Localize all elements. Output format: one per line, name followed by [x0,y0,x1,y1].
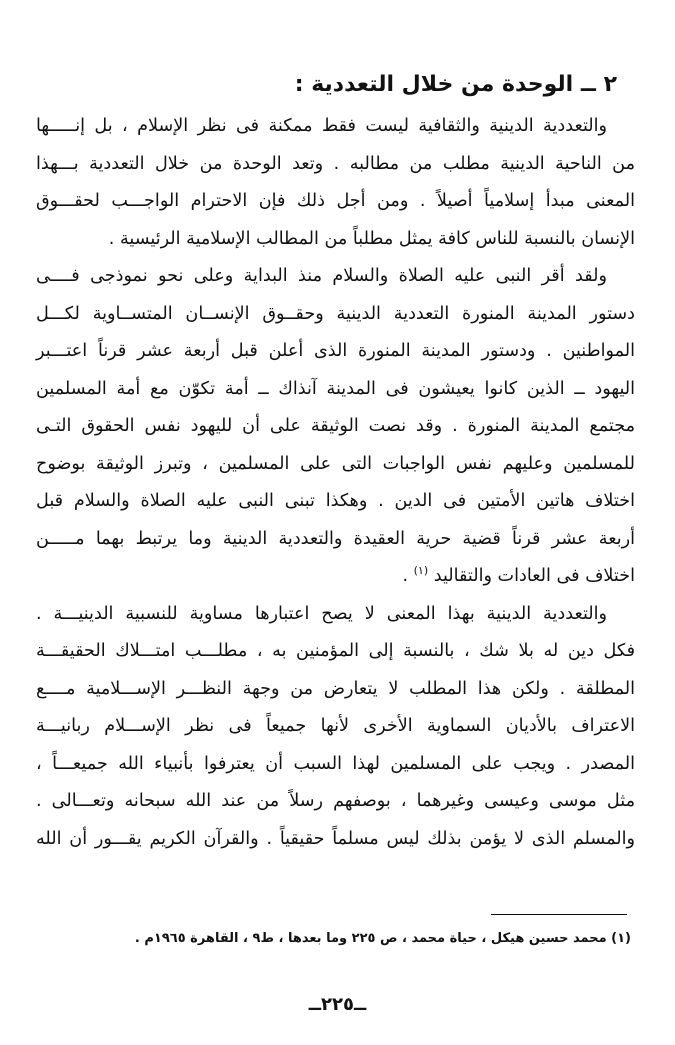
text-line: للمسلمين وعليهم نفس الواجبات التى على المسلمين ، وتبرز الوثيقة بوضوح [36,453,635,474]
section-heading: ٢ ــ الوحدة من خلال التعددية : [294,72,617,97]
text-line: المواطنين . ودستور المدينة المنورة الذى أعلن قبل أربعة عشر قرناً اعتـــبر [36,341,635,361]
text-line: الإنسان بالنسبة للناس كافة يمثل مطلباً من المطالب الإسلامية الرئيسية . [108,228,635,249]
text-line-with-footnote [36,558,635,596]
text-line: والمسلم الذى لا يؤمن بذلك ليس مسلماً حقيقياً . والقرآن الكريم يقـــور أن الله [36,828,635,849]
text-line: مثل موسى وعيسى وغيرهما ، بوصفهم رسلاً من عند الله سبحانه وتعـــالى . [36,791,635,811]
text-line: دستور المدينة المنورة التعددية الدينية وحقــوق الإنســان المتســاوية لكـــل [36,303,635,324]
text-line: والتعددية الدينية بهذا المعنى لا يصح اعتبارها مساوية للنسبية الدينيـــة . [36,603,607,624]
text-line: المطلقة . ولكن هذا المطلب لا يتعارض من وجهة النظـــر الإســـلامية مــــع [36,678,635,699]
text-line: اختلاف هاتين الأمتين فى الدين . وهكذا تبنى النبى عليه الصلاة والسلام قبل [36,491,635,511]
text-line: فكل دين له بلا شك ، بالنسبة إلى المؤمنين به ، مطلـــب امتـــلاك الحقيقـــة [36,641,635,661]
footnote-separator [491,914,627,915]
text-line: المعنى مبدأ إسلامياً أصيلاً . ومن أجل ذلك فإن الاحترام الواجـــب لحقـــوق [36,191,635,211]
text-line: مجتمع المدينة المنورة . وقد نصت الوثيقة على أن لليهود نفس الحقوق التـى [36,416,635,436]
text-line: اليهود ــ الذين كانوا يعيشون فى المدينة آنذاك ــ أمة تكوّن مع أمة المسلمين [36,378,635,399]
text-line: ولقد أقر النبى عليه الصلاة والسلام منذ البداية وعلى نحو نموذجى فــــى [36,266,607,286]
text-line: أربعة عشر قرناً قضية حرية العقيدة والتعددية الدينية وما يرتبط بهما مـــــن [36,528,635,549]
footnote: (١) محمد حسين هيكل ، حياة محمد ، ص ٢٢٥ وما بعدها ، ط٩ ، القاهرة ١٩٦٥م . [134,931,631,946]
text-line: والتعددية الدينية والثقافية ليست فقط ممكنة فى نظر الإسلام ، بل إنـــــها [36,116,607,136]
footnote-reference: (١) [413,564,429,578]
text-line: من الناحية الدينية مطلب من مطالبه . وتعد الوحدة من خلال التعددية بـــهذا [36,153,635,174]
text-line: الاعتراف بالأديان السماوية الأخرى لأنها جميعاً فى نظر الإســـلام ربانيـــة [36,716,635,736]
page-number: ــ٢٢٥ــ [308,994,367,1015]
text-line: المصدر . ويجب على المسلمين لهذا السبب أن يعترفوا بأنبياء الله جميعـــاً ، [36,753,635,774]
sentence-end: . [402,566,409,586]
body-text [36,108,635,858]
text-line-content: اختلاف فى العادات والتقاليد [433,566,635,586]
